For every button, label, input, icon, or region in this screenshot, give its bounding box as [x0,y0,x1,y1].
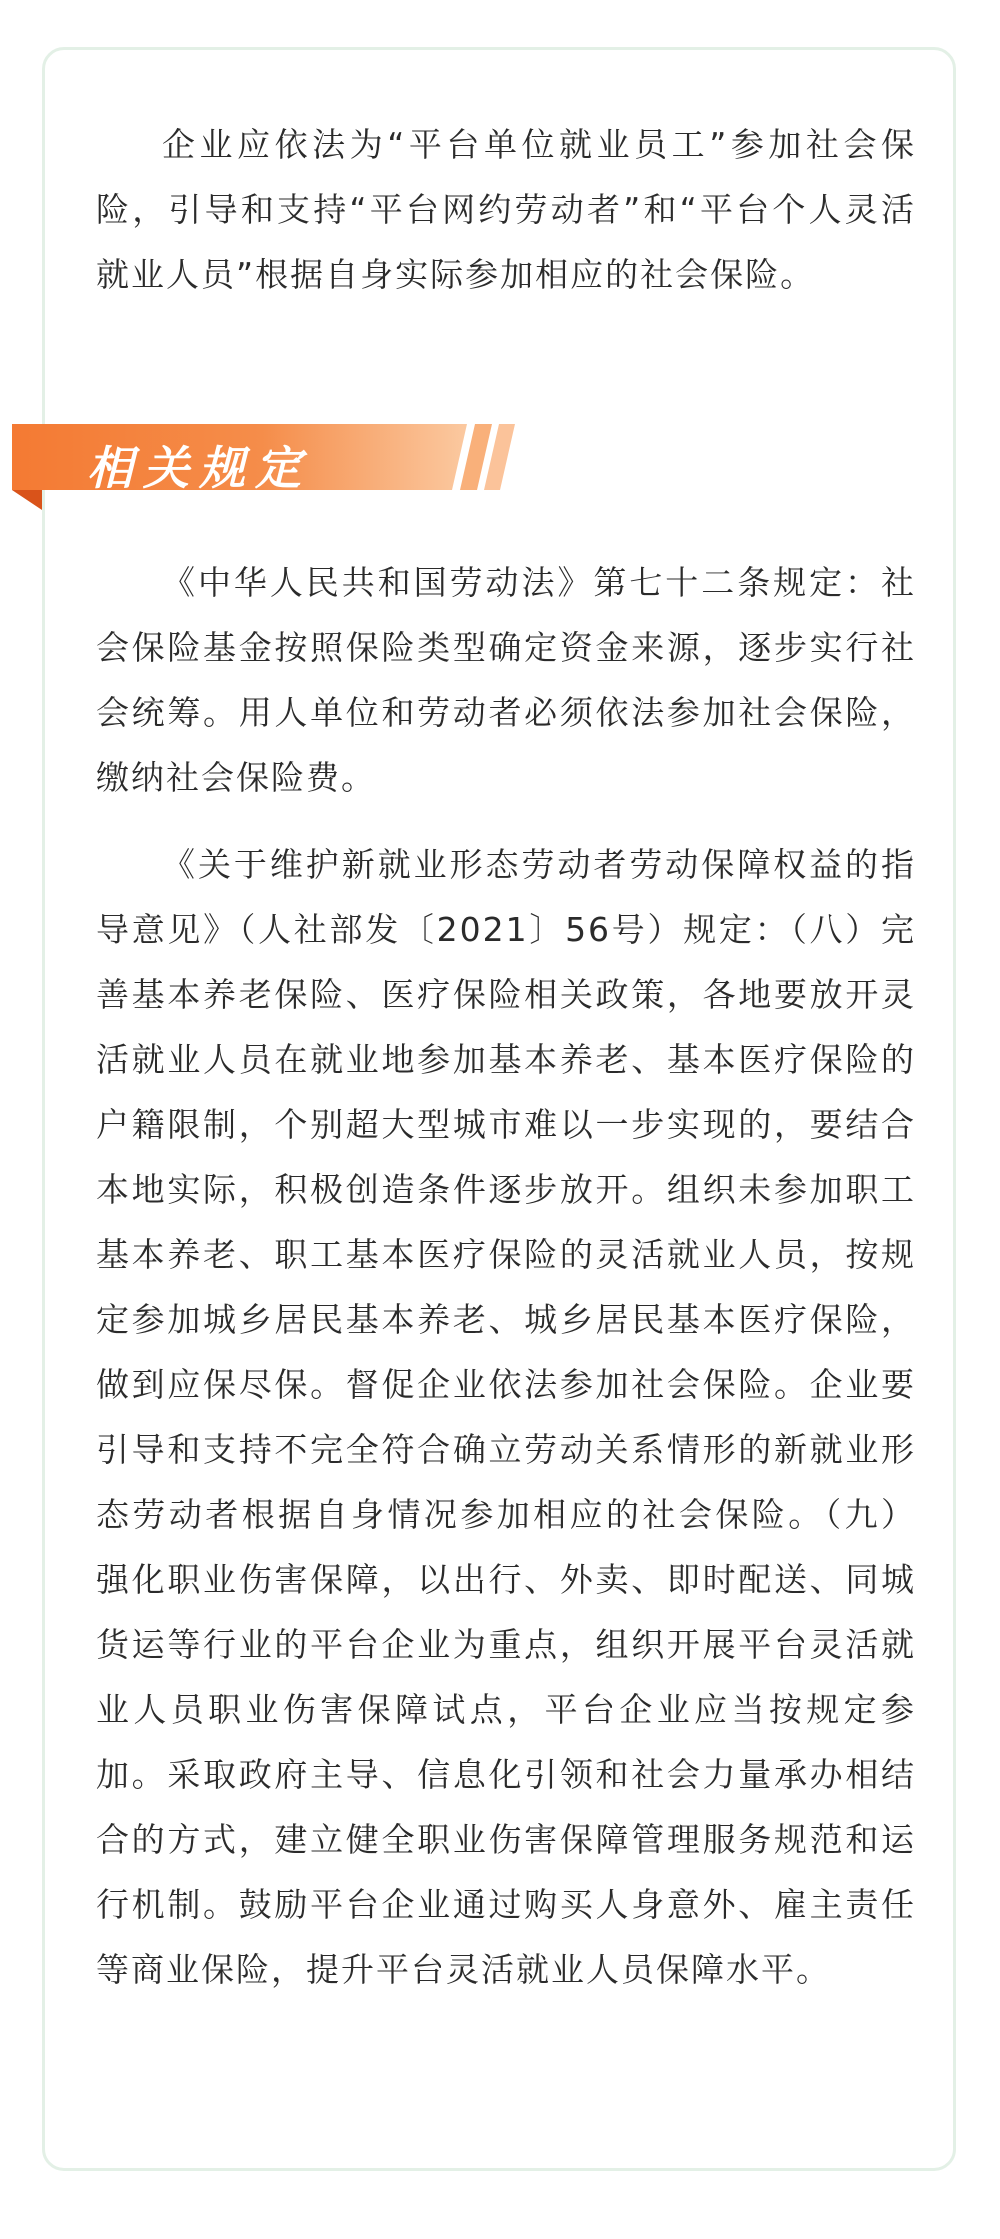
regulation-paragraph-guidance: 《关于维护新就业形态劳动者劳动保障权益的指导意见》（人社部发〔2021〕56号）规定：（八）完善基本养老保险、医疗保险相关政策，各地要放开灵活就业人员在就业地参加基本养老、基本医疗保险的户籍限制，个别超大型城市难以一步实现的，要结合本地实际，积极创造条件逐步放开。组织未参加职工基本养老、职工基本医疗保险的灵活就业人员，按规定参加城乡居民基本养老、城乡居民基本医疗保险，做到应保尽保。督促企业依法参加社会保险。企业要引导和支持不完全符合确立劳动关系情形的新就业形态劳动者根据自身情况参加相应的社会保险。（九）强化职业伤害保障，以出行、外卖、即时配送、同城货运等行业的平台企业为重点，组织开展平台灵活就业人员职业伤害保障试点，平台企业应当按规定参加。采取政府主导、信息化引领和社会力量承办相结合的方式，建立健全职业伤害保障管理服务规范和运行机制。鼓励平台企业通过购买人身意外、雇主责任等商业保险，提升平台灵活就业人员保障水平。 [96,845,916,1989]
regulation-paragraph-labor-law: 《中华人民共和国劳动法》第七十二条规定：社会保险基金按照保险类型确定资金来源，逐步实行社会统筹。用人单位和劳动者必须依法参加社会保险，缴纳社会保险费。 [96,563,916,797]
section-banner [12,424,517,512]
section-title: 相关规定 [87,441,311,495]
intro-paragraph: 企业应依法为“平台单位就业员工”参加社会保险，引导和支持“平台网约劳动者”和“平台个人灵活就业人员”根据自身实际参加相应的社会保险。 [96,125,916,294]
